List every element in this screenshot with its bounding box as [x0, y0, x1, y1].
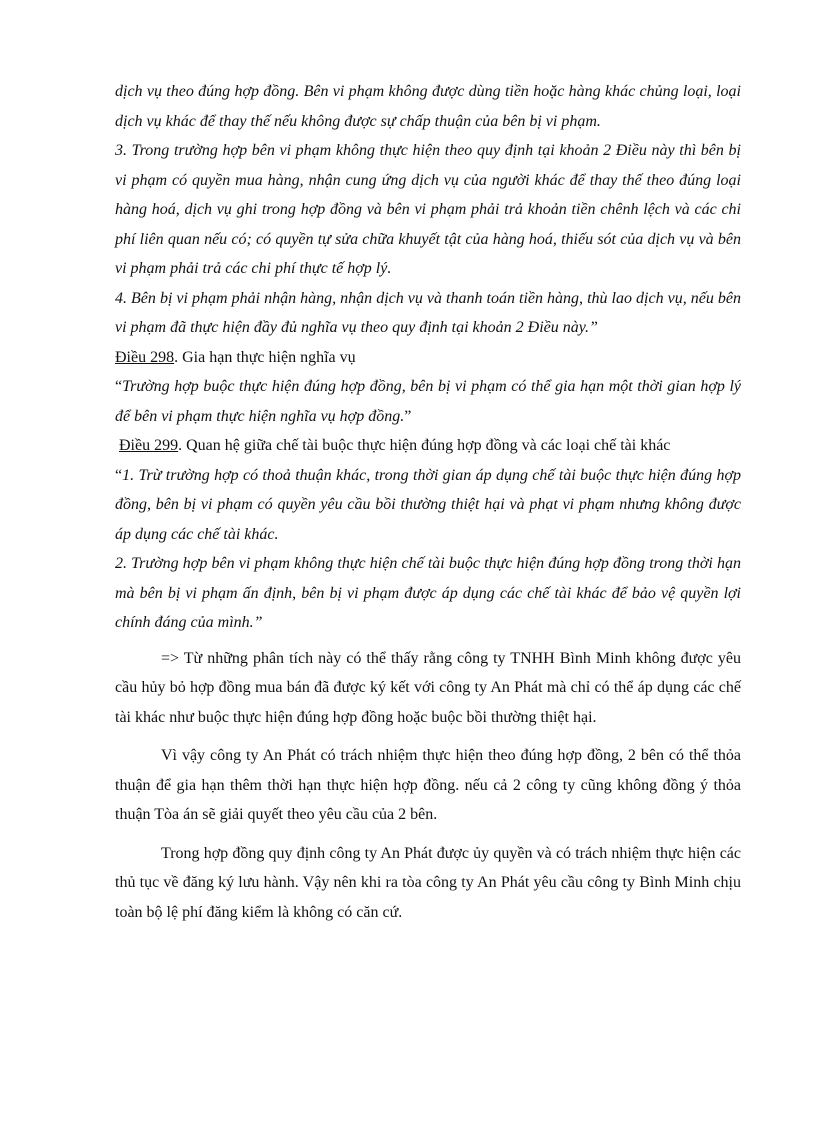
article-298-number: Điều 298: [115, 348, 175, 366]
conclusion-paragraph-3: Trong hợp đồng quy định công ty An Phát được ủy quyền và có trách nhiệm thực hiện các thủ tục về đăng ký lưu hành. Vậy nên khi ra tòa công ty An Phát yêu cầu công ty Bình Minh chịu toàn bộ lệ phí đăng kiểm là không có căn cứ.: [115, 844, 741, 921]
article-299-clause-1-text: 1. Trừ trường hợp có thoả thuận khác, trong thời gian áp dụng chế tài buộc thực hiện đúng hợp đồng, bên bị vi phạm có quyền yêu cầu bồi thường thiệt hại và phạt vi phạm nhưng không được áp dụng các chế tài khác.: [115, 466, 741, 543]
quote-close-mark: ”: [404, 407, 412, 425]
quote-open-mark: “: [115, 378, 123, 395]
article-299-clause-2: 2. Trường hợp bên vi phạm không thực hiện chế tài buộc thực hiện đúng hợp đồng trong thời hạn mà bên bị vi phạm ấn định, bên bị vi phạm được áp dụng các chế tài khác để bảo vệ quyền lợi chính đáng của mình.”: [115, 555, 741, 631]
article-299-title: . Quan hệ giữa chế tài buộc thực hiện đúng hợp đồng và các loại chế tài khác: [178, 437, 671, 454]
clause-3: 3. Trong trường hợp bên vi phạm không thực hiện theo quy định tại khoản 2 Điều này thì bên bị vi phạm có quyền mua hàng, nhận cung ứng dịch vụ của người khác để thay thế theo đúng loại hàng hoá, dịch vụ ghi trong hợp đồng và bên vi phạm phải trả khoản tiền chênh lệch và các chi phí liên quan nếu có; có quyền tự sửa chữa khuyết tật của hàng hoá, thiếu sót của dịch vụ và bên vi phạm phải trả các chi phí thực tế hợp lý.: [115, 142, 741, 277]
quote-continuation: dịch vụ theo đúng hợp đồng. Bên vi phạm không được dùng tiền hoặc hàng khác chủng loại, loại dịch vụ khác để thay thế nếu không được sự chấp thuận của bên bị vi phạm.: [115, 83, 741, 130]
conclusion-paragraph-2: Vì vậy công ty An Phát có trách nhiệm thực hiện theo đúng hợp đồng, 2 bên có thể thỏa thuận để gia hạn thêm thời hạn thực hiện hợp đồng. nếu cả 2 công ty cũng không đồng ý thỏa thuận Tòa án sẽ giải quyết theo yêu cầu của 2 bên.: [115, 747, 741, 823]
article-299-number: Điều 299: [119, 437, 179, 454]
article-299-clause-1: [115, 461, 741, 550]
quote-open-mark: “: [115, 466, 123, 484]
clause-4: 4. Bên bị vi phạm phải nhận hàng, nhận dịch vụ và thanh toán tiền hàng, thù lao dịch vụ, nếu bên vi phạm đã thực hiện đầy đủ nghĩa vụ theo quy định tại khoản 2 Điều này.”: [115, 289, 741, 336]
article-299-heading: [115, 431, 741, 461]
article-298-title: . Gia hạn thực hiện nghĩa vụ: [174, 348, 356, 366]
article-298-quote-body: Trường hợp buộc thực hiện đúng hợp đồng, bên bị vi phạm có thể gia hạn một thời gian hợp lý để bên vi phạm thực hiện nghĩa vụ hợp đồng.: [115, 378, 741, 425]
article-298-quote: [115, 372, 741, 431]
conclusion-paragraph-1: => Từ những phân tích này có thể thấy rằng công ty TNHH Bình Minh không được yêu cầu hủy bỏ hợp đồng mua bán đã được ký kết với công ty An Phát mà chỉ có thể áp dụng các chế tài khác như buộc thực hiện đúng hợp đồng hoặc buộc bồi thường thiệt hại.: [115, 649, 741, 726]
article-298-heading: [115, 343, 741, 373]
document-body: [115, 77, 741, 927]
